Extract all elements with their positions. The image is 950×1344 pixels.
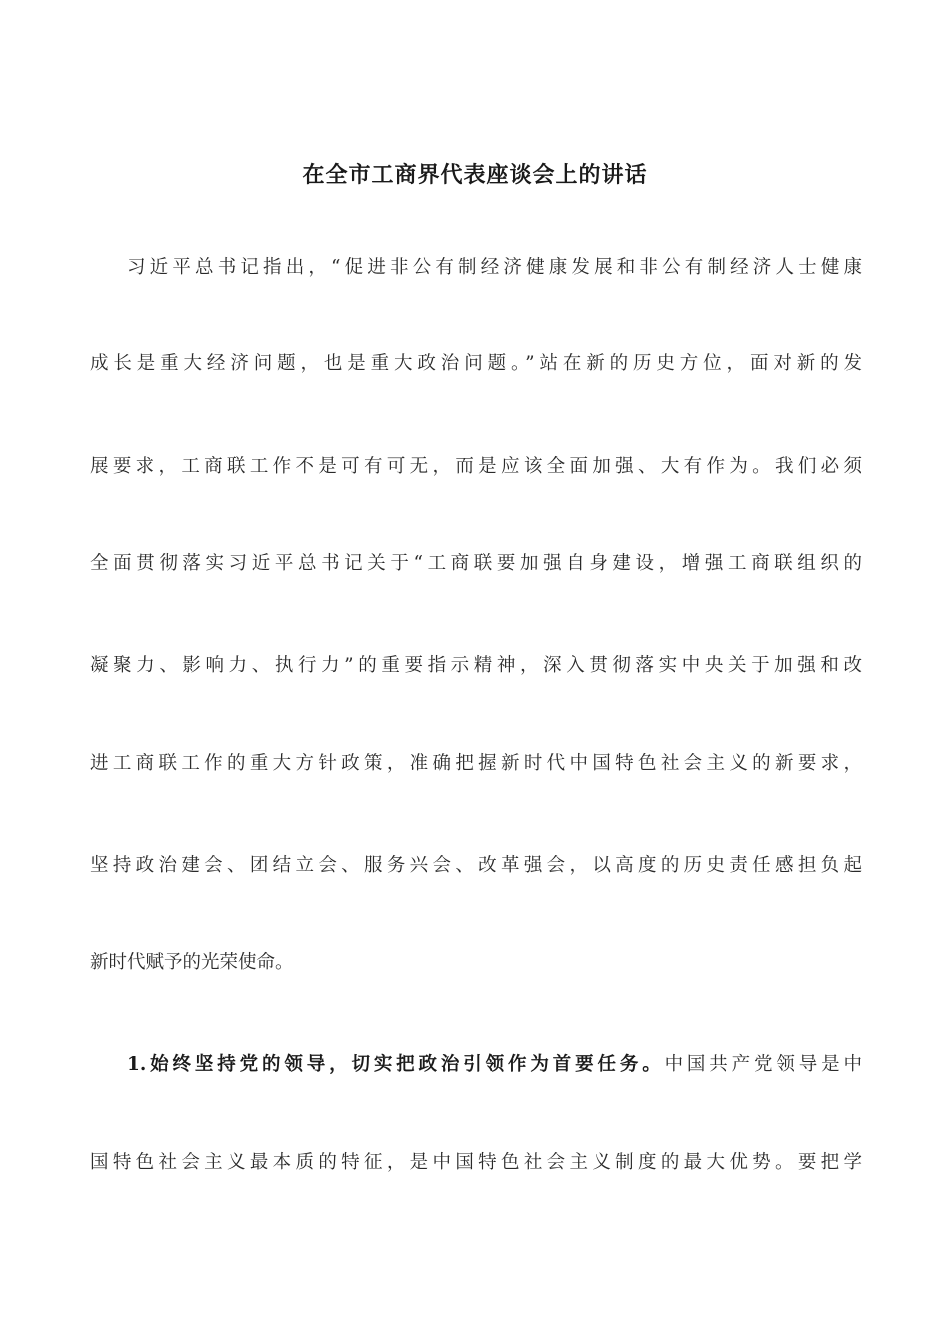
paragraph-line: 展要求，工商联工作不是可有可无，而是应该全面加强、大有作为。我们必须 <box>90 456 862 477</box>
paragraph-line: 国特色社会主义最本质的特征，是中国特色社会主义制度的最大优势。要把学 <box>90 1152 862 1173</box>
paragraph-line: 坚持政治建会、团结立会、服务兴会、改革强会，以高度的历史责任感担负起 <box>90 855 862 876</box>
paragraph-line: 新时代赋予的光荣使命。 <box>90 952 294 973</box>
section-heading: 1.始终坚持党的领导，切实把政治引领作为首要任务。 <box>127 1054 665 1075</box>
paragraph-line: 习近平总书记指出，“促进非公有制经济健康发展和非公有制经济人士健康 <box>127 257 862 278</box>
section-heading-line <box>127 1052 862 1078</box>
section-text: 中国共产党领导是中 <box>664 1054 862 1075</box>
paragraph-line: 进工商联工作的重大方针政策，准确把握新时代中国特色社会主义的新要求， <box>90 753 862 774</box>
document-title: 在全市工商界代表座谈会上的讲话 <box>302 162 648 188</box>
paragraph-line: 凝聚力、影响力、执行力”的重要指示精神，深入贯彻落实中央关于加强和改 <box>90 655 862 676</box>
paragraph-line: 成长是重大经济问题，也是重大政治问题。”站在新的历史方位，面对新的发 <box>90 353 862 374</box>
paragraph-line: 全面贯彻落实习近平总书记关于“工商联要加强自身建设，增强工商联组织的 <box>90 553 862 574</box>
